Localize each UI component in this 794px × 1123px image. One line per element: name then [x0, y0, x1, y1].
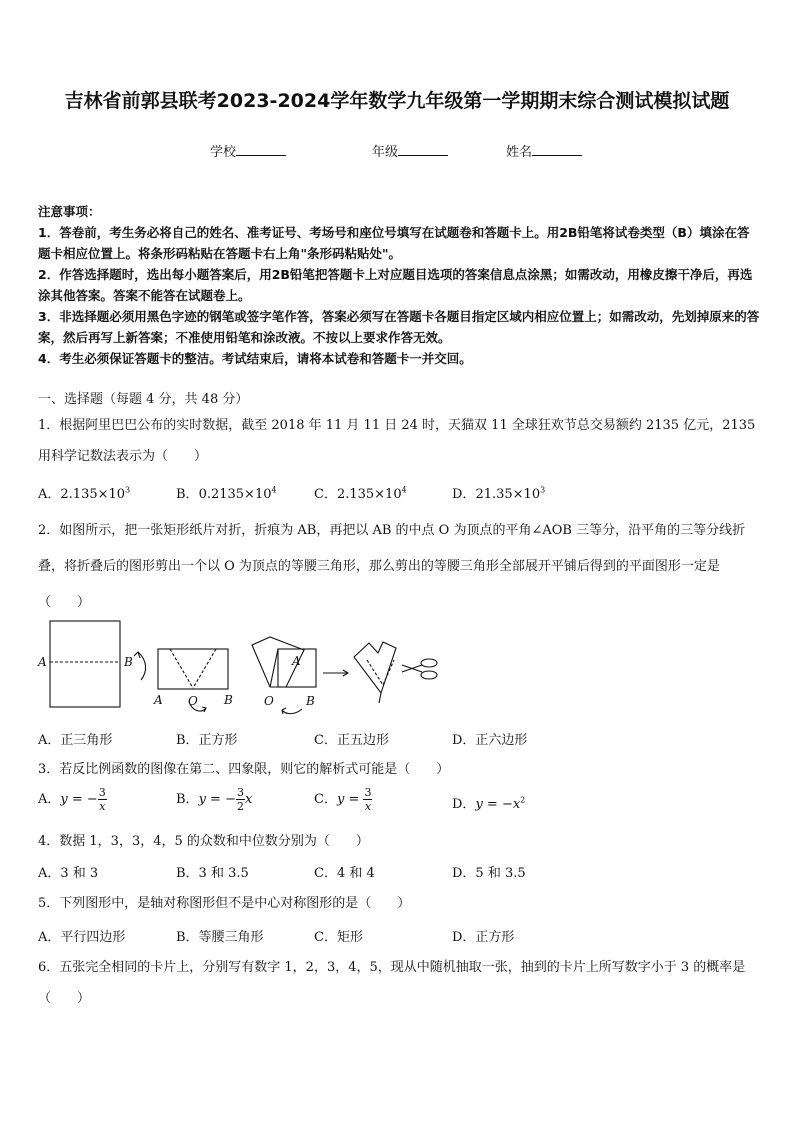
q5-option-d: D．正方形	[452, 930, 515, 945]
q5-option-b: B．等腰三角形	[176, 930, 264, 945]
cut-line	[367, 660, 394, 685]
label-o-step2: O	[188, 694, 198, 708]
grade-field	[372, 141, 448, 160]
label-b-step3: B	[306, 694, 315, 708]
note-item: 1．答卷前，考生务必将自己的姓名、准考证号、考场号和座位号填写在试题卷和答题卡上。用2B铅笔将试卷类型（B）填涂在答题卡相应位置上。将条形码粘贴在答题卡右上角"条形码粘贴处"。	[38, 225, 750, 261]
question-4-stem: 4．数据 1，3，3，4，5 的众数和中位数分别为（ ）	[38, 834, 369, 849]
folded-wedge-shape	[354, 642, 396, 693]
grade-label: 年级	[372, 145, 399, 160]
question-2-stem: 2．如图所示，把一张矩形纸片对折，折痕为 AB，再把以 AB 的中点 O 为顶点的平角∠AOB 三等分，沿平角的三等分线折叠，将折叠后的图形剪出一个以 O 为顶点的等腰三角形，那么剪出的等腰三角形全部展开平铺后得到的平面图形一定是（ ）	[38, 523, 746, 610]
name-field	[506, 141, 582, 160]
question-5-stem: 5．下列图形中，是轴对称图形但不是中心对称图形的是（ ）	[38, 896, 411, 911]
paper-folding-figure	[34, 615, 454, 720]
q1-option-d: D．$21.35\times 10^3$	[452, 485, 546, 502]
q3-option-c: C．y = $\frac{3}{x}$	[314, 786, 372, 813]
q1-option-a: A．$2.135\times 10^3$	[38, 485, 131, 502]
page-title: 吉林省前郭县联考2023-2024学年数学九年级第一学期期末综合测试模拟试题	[64, 90, 730, 112]
school-field	[210, 141, 286, 160]
q4-option-b: B．3 和 3.5	[176, 866, 249, 881]
name-blank	[532, 143, 582, 156]
question-6-stem: 6．五张完全相同的卡片上，分别写有数字 1，2，3，4，5，现从中随机抽取一张，抽到的卡片上所写数字小于 3 的概率是（ ）	[38, 960, 746, 1006]
school-blank	[236, 143, 286, 156]
q1-option-c: C．$2.135\times 10^4$	[314, 485, 407, 502]
label-a-step1: A	[38, 655, 47, 669]
grade-blank	[398, 143, 448, 156]
q2-option-c: C．正五边形	[314, 733, 389, 748]
q2-option-d: D．正六边形	[452, 733, 528, 748]
rectangle-paper-shape	[50, 621, 120, 707]
label-b-step2: B	[224, 693, 233, 707]
q2-option-b: B．正方形	[176, 733, 238, 748]
school-label: 学校	[210, 145, 237, 160]
question-3-stem: 3．若反比例函数的图像在第二、四象限，则它的解析式可能是（ ）	[38, 762, 450, 777]
q5-option-c: C．矩形	[314, 930, 363, 945]
fold-arrow-3	[282, 709, 302, 714]
notes-heading: 注意事项：	[38, 204, 101, 219]
label-o-step3: O	[264, 694, 274, 708]
note-item: 4．考生必须保证答题卡的整洁。考试结束后，请将本试卷和答题卡一并交回。	[38, 351, 472, 366]
label-b-step1: B	[124, 655, 133, 669]
q3-option-b: B．y = − $\frac{3}{2}$ x	[176, 786, 253, 813]
q1-option-b: B．$0.2135\times 10^4$	[176, 485, 277, 502]
label-a-step3: A	[292, 654, 301, 668]
notes-block	[38, 201, 760, 369]
label-a-step2: A	[154, 693, 163, 707]
q5-option-a: A．平行四边形	[38, 930, 126, 945]
q4-option-c: C．4 和 4	[314, 866, 375, 881]
q4-option-a: A．3 和 3	[38, 866, 99, 881]
folded-rectangle-shape	[158, 649, 228, 689]
name-label: 姓名	[506, 145, 533, 160]
q2-option-a: A．正三角形	[38, 733, 113, 748]
note-item: 2．作答选择题时，选出每小题答案后，用2B铅笔把答题卡上对应题目选项的答案信息点涂黑；如需改动，用橡皮擦干净后，再选涂其他答案。答案不能答在试题卷上。	[38, 267, 753, 303]
question-1-stem: 1．根据阿里巴巴公布的实时数据，截至 2018 年 11 月 11 日 24 时，天猫双 11 全球狂欢节总交易额约 2135 亿元，2135 用科学记数法表示为（ ）	[38, 418, 756, 464]
section-heading: 一、选择题（每题 4 分，共 48 分）	[38, 392, 249, 407]
q3-option-a: A．y = − $\frac{3}{x}$	[38, 786, 106, 813]
q3-option-d: D．$y = -x^2$	[452, 795, 526, 812]
q4-option-d: D．5 和 3.5	[452, 866, 526, 881]
note-item: 3．非选择题必须用黑色字迹的钢笔或签字笔作答，答案必须写在答题卡各题目指定区域内相应位置上；如需改动，先划掉原来的答案，然后再写上新答案；不准使用铅笔和涂改液。不按以上要求作答无效。	[38, 309, 760, 345]
